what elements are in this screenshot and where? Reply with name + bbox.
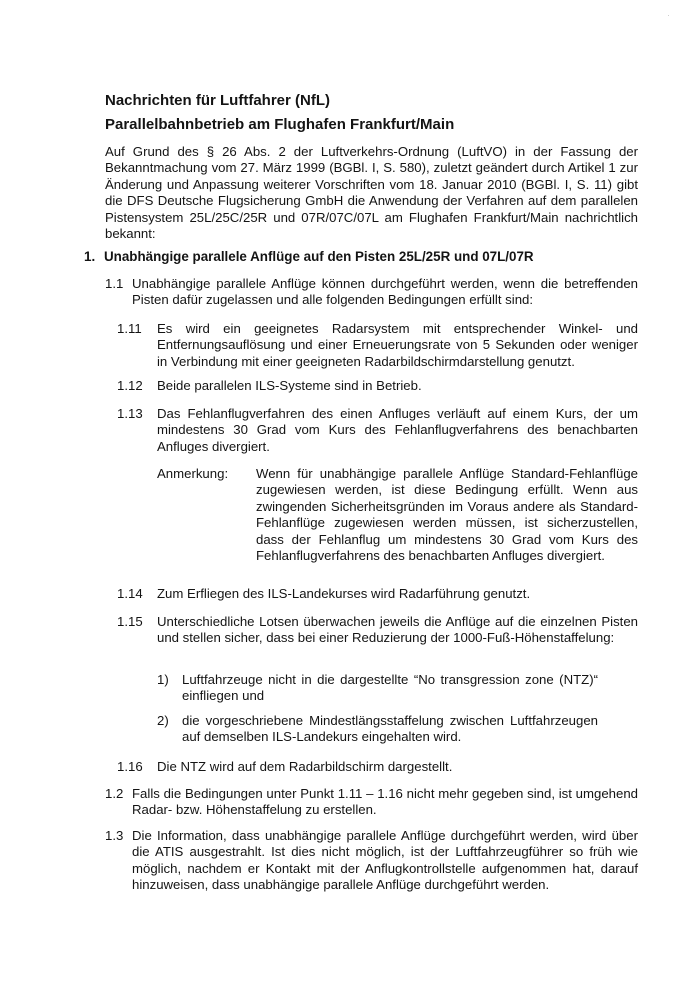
- paragraph-text: Es wird ein geeignetes Radarsystem mit entsprechender Winkel- und Entfernungsauflösung und einer Erneuerungsrate von 5 Sekunden oder weniger in Verbindung mit einer geeigneten Radarbildschirmdarstellung genutzt.: [157, 321, 638, 369]
- scan-mark: ·: [667, 10, 670, 20]
- paragraph-number: 1.13: [117, 406, 143, 421]
- intro-paragraph: Auf Grund des § 26 Abs. 2 der Luftverkehrs-Ordnung (LuftVO) in der Fassung der Bekanntmachung vom 27. März 1999 (BGBl. I, S. 580), zuletzt geändert durch Artikel 1 zur Änderung und Anpassung weiterer Vorschriften vom 18. Januar 2010 (BGBl. I, S. 11) gibt die DFS Deutsche Flugsicherung GmbH die Anwendung der Verfahren auf dem parallelen Pistensystem 25L/25C/25R und 07R/07C/07L am Flughafen Frankfurt/Main nachrichtlich bekannt:: [105, 144, 638, 242]
- paragraph-text: Das Fehlanflugverfahren des einen Anfluges verläuft auf einem Kurs, der um mindestens 30 Grad vom Kurs des Fehlanflugverfahrens des benachbarten Anfluges divergiert.: [157, 406, 638, 454]
- list-number: 2): [157, 713, 169, 728]
- list-text: die vorgeschriebene Mindestlängsstaffelung zwischen Luftfahrzeugen auf demselben ILS-Landekurs eingehalten wird.: [182, 713, 598, 745]
- paragraph-number: 1.16: [117, 759, 143, 774]
- paragraph-text: Unabhängige parallele Anflüge können durchgeführt werden, wenn die betreffenden Pisten dafür zugelassen und alle folgenden Bedingungen erfüllt sind:: [132, 276, 638, 308]
- paragraph-number: 1.15: [117, 614, 143, 629]
- paragraph-number: 1.3: [105, 828, 124, 843]
- list-number: 1): [157, 672, 169, 687]
- paragraph-number: 1.12: [117, 378, 143, 393]
- paragraph-number: 1.2: [105, 786, 124, 801]
- document-subtitle: Parallelbahnbetrieb am Flughafen Frankfurt/Main: [105, 116, 455, 133]
- paragraph-number: 1.11: [117, 321, 142, 336]
- note-text: Wenn für unabhängige parallele Anflüge Standard-Fehlanflüge zugewiesen werden, ist diese Bedingung erfüllt. Wenn aus zwingenden Sicherheitsgründen im Voraus andere als Standard-Fehlanflüge zugewiesen werden müssen, ist sicherzustellen, dass der Fehlanflug um mindestens 30 Grad vom Kurs des Fehlanflugverfahrens des benachbarten Anfluges divergiert.: [256, 466, 638, 564]
- paragraph-number: 1.1: [105, 276, 124, 291]
- paragraph-number: 1.14: [117, 586, 143, 601]
- paragraph-text: Falls die Bedingungen unter Punkt 1.11 – 1.16 nicht mehr gegeben sind, ist umgehend Radar- bzw. Höhenstaffelung zu erstellen.: [132, 786, 638, 818]
- note-label: Anmerkung:: [157, 466, 229, 481]
- paragraph-text: Die Information, dass unabhängige parallele Anflüge durchgeführt werden, wird über die ATIS ausgestrahlt. Ist dies nicht möglich, ist der Luftfahrzeugführer so früh wie möglich, nachdem er Kontakt mit der Anflugkontrollstelle aufgenommen hat, darauf hinzuweisen, dass unabhängige parallele Anflüge durchgeführt werden.: [132, 828, 638, 893]
- paragraph-text: Zum Erfliegen des ILS-Landekurses wird Radarführung genutzt.: [157, 586, 531, 601]
- section-heading-1: [84, 249, 534, 264]
- paragraph-text: Unterschiedliche Lotsen überwachen jeweils die Anflüge auf die einzelnen Pisten und stellen sicher, dass bei einer Reduzierung der 1000-Fuß-Höhenstaffelung:: [157, 614, 638, 646]
- paragraph-text: Beide parallelen ILS-Systeme sind in Betrieb.: [157, 378, 422, 393]
- section-heading-text: Unabhängige parallele Anflüge auf den Pisten 25L/25R und 07L/07R: [104, 249, 534, 264]
- document-title: Nachrichten für Luftfahrer (NfL): [105, 92, 330, 109]
- section-number: 1.: [84, 249, 96, 264]
- paragraph-text: Die NTZ wird auf dem Radarbildschirm dargestellt.: [157, 759, 453, 774]
- list-text: Luftfahrzeuge nicht in die dargestellte “No transgression zone (NTZ)“ einfliegen und: [182, 672, 598, 704]
